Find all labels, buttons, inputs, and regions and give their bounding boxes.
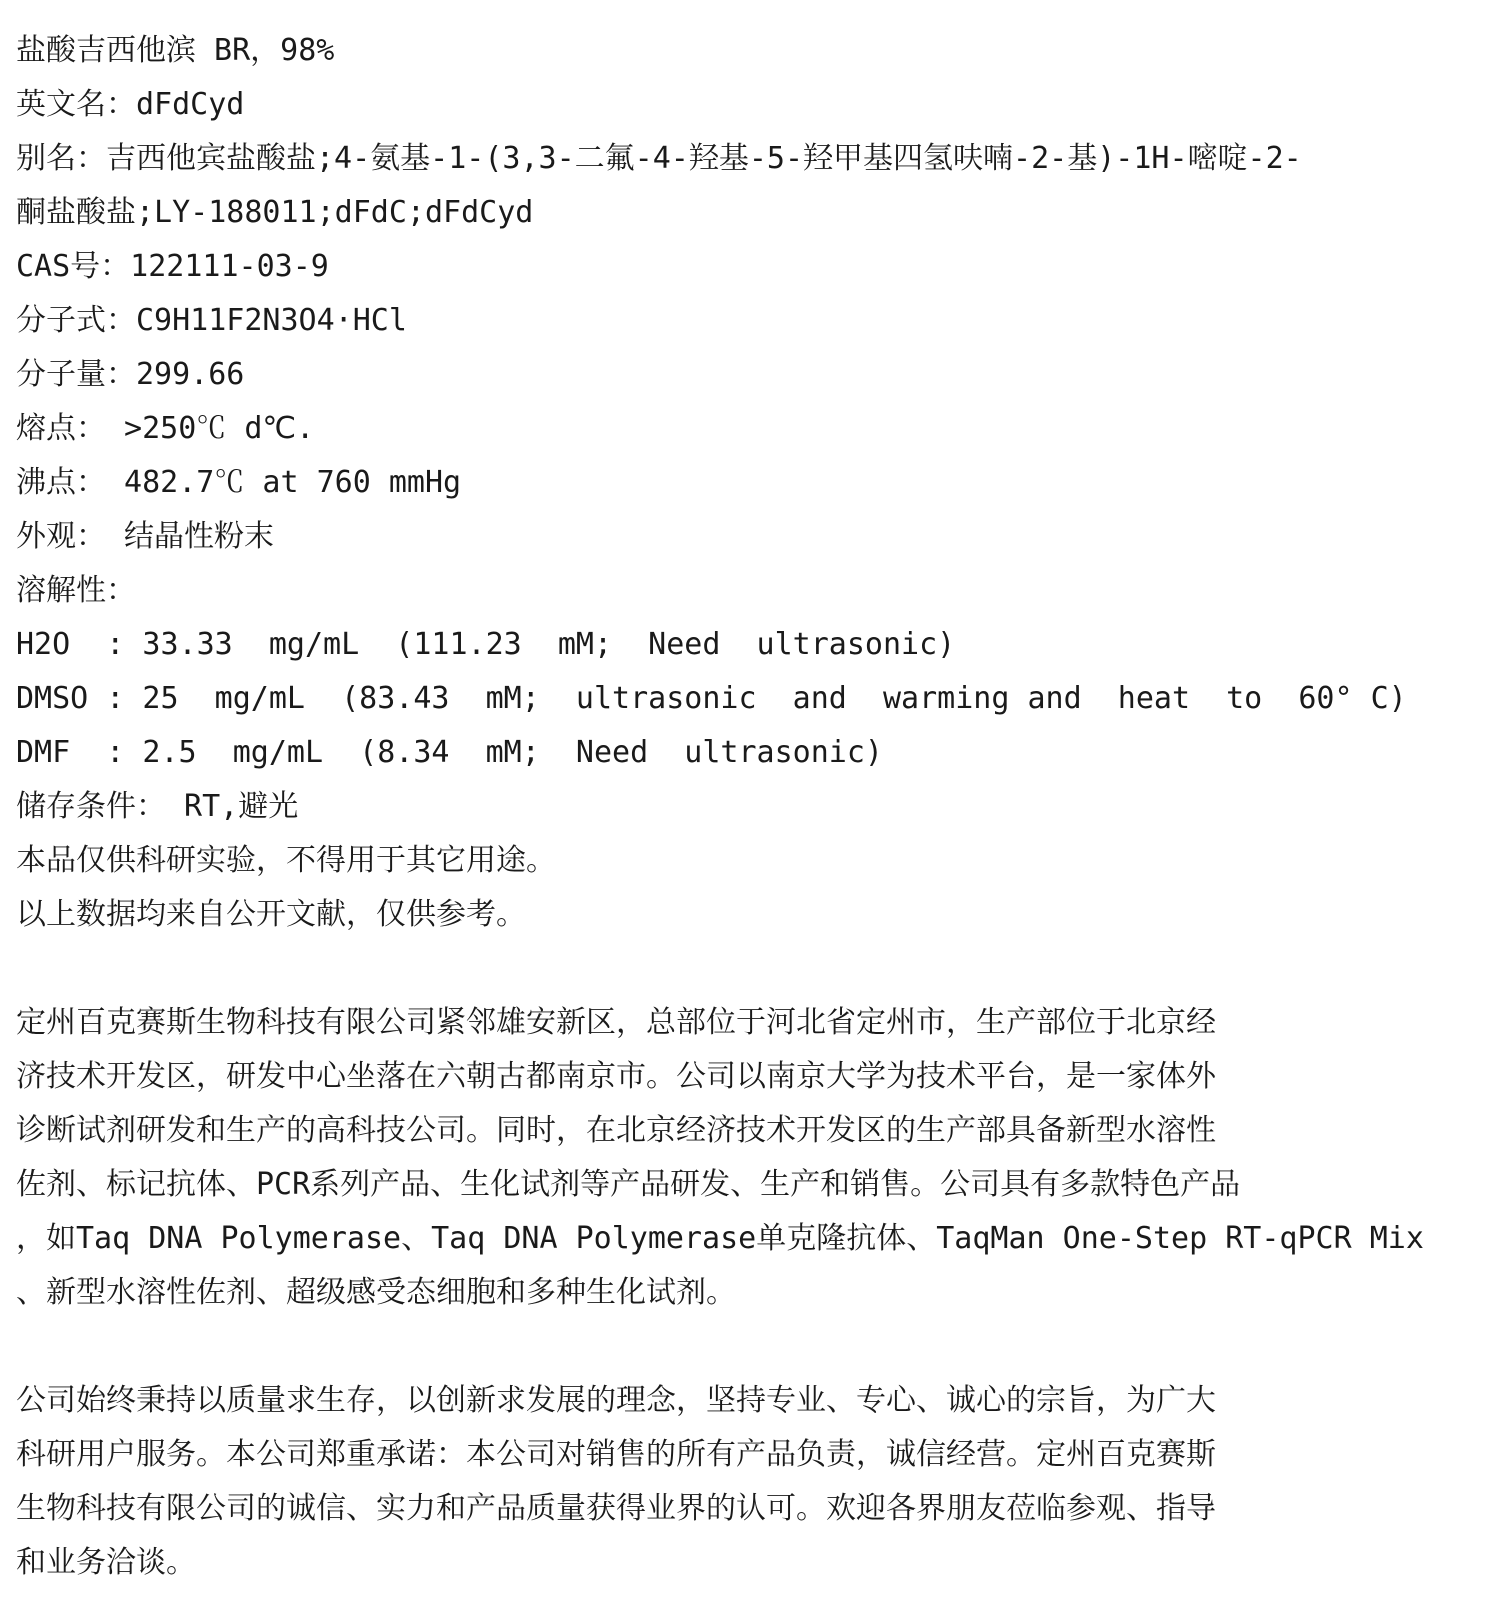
product-document bbox=[16, 0, 1486, 1590]
alias-line-1: 别名：吉西他宾盐酸盐;4-氨基-1-(3,3-二氟-4-羟基-5-羟甲基四氢呋喃-2-基)-1H-嘧啶-2- bbox=[16, 141, 1302, 176]
paragraph-spacer bbox=[16, 1320, 1486, 1374]
research-use-notice: 本品仅供科研实验，不得用于其它用途。 bbox=[16, 843, 556, 878]
paragraph-line: 科研用户服务。本公司郑重承诺：本公司对销售的所有产品负责，诚信经营。定州百克赛斯 bbox=[16, 1437, 1216, 1472]
product-title: 盐酸吉西他滨 BR，98% bbox=[16, 33, 335, 68]
cas-number: CAS号：122111-03-9 bbox=[16, 249, 329, 284]
appearance: 外观： 结晶性粉末 bbox=[16, 519, 275, 554]
paragraph-line: 诊断试剂研发和生产的高科技公司。同时，在北京经济技术开发区的生产部具备新型水溶性 bbox=[16, 1113, 1216, 1148]
solubility-h2o: H2O : 33.33 mg/mL (111.23 mM; Need ultrasonic) bbox=[16, 627, 956, 662]
paragraph-line: 和业务洽谈。 bbox=[16, 1545, 196, 1580]
reference-notice: 以上数据均来自公开文献，仅供参考。 bbox=[16, 897, 526, 932]
paragraph-line: ，如Taq DNA Polymerase、Taq DNA Polymerase单克隆抗体、TaqMan One-Step RT-qPCR Mix bbox=[16, 1221, 1424, 1256]
english-name: 英文名：dFdCyd bbox=[16, 87, 245, 122]
molecular-weight: 分子量：299.66 bbox=[16, 357, 245, 392]
molecular-formula: 分子式：C9H11F2N3O4·HCl bbox=[16, 303, 407, 338]
alias-line-2: 酮盐酸盐;LY-188011;dFdC;dFdCyd bbox=[16, 195, 534, 230]
company-intro-paragraph bbox=[16, 996, 1486, 1320]
storage-conditions: 储存条件： RT,避光 bbox=[16, 789, 299, 824]
paragraph-line: 生物科技有限公司的诚信、实力和产品质量获得业界的认可。欢迎各界朋友莅临参观、指导 bbox=[16, 1491, 1216, 1526]
solubility-label: 溶解性： bbox=[16, 573, 136, 608]
paragraph-line: 济技术开发区，研发中心坐落在六朝古都南京市。公司以南京大学为技术平台，是一家体外 bbox=[16, 1059, 1216, 1094]
paragraph-spacer bbox=[16, 942, 1486, 996]
solubility-dmso: DMSO : 25 mg/mL (83.43 mM; ultrasonic and warming and heat to 60° C) bbox=[16, 681, 1407, 716]
paragraph-line: 定州百克赛斯生物科技有限公司紧邻雄安新区，总部位于河北省定州市，生产部位于北京经 bbox=[16, 1005, 1216, 1040]
melting-point: 熔点： >250℃ d℃. bbox=[16, 411, 315, 446]
boiling-point: 沸点： 482.7℃ at 760 mmHg bbox=[16, 465, 462, 500]
solubility-dmf: DMF : 2.5 mg/mL (8.34 mM; Need ultrasonic) bbox=[16, 735, 883, 770]
paragraph-line: 、新型水溶性佐剂、超级感受态细胞和多种生化试剂。 bbox=[16, 1275, 736, 1310]
company-commitment-paragraph bbox=[16, 1374, 1486, 1590]
paragraph-line: 佐剂、标记抗体、PCR系列产品、生化试剂等产品研发、生产和销售。公司具有多款特色产品 bbox=[16, 1167, 1241, 1202]
paragraph-line: 公司始终秉持以质量求生存，以创新求发展的理念，坚持专业、专心、诚心的宗旨，为广大 bbox=[16, 1383, 1216, 1418]
